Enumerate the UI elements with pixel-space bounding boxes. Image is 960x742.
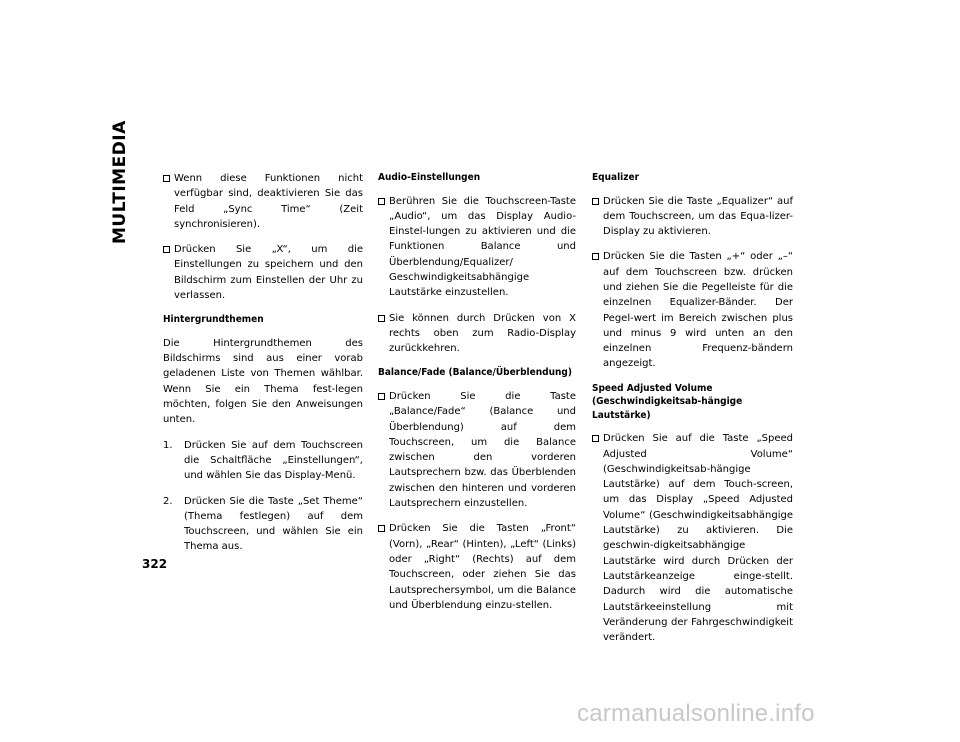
column-2 — [378, 171, 576, 623]
bullet-item — [163, 242, 363, 303]
step-number: 1. — [163, 439, 173, 451]
column-1 — [163, 171, 363, 565]
step-text: Drücken Sie die Taste „Set Theme“ (Thema festlegen) auf dem Touchscreen, und wählen Sie ein Thema aus. — [184, 495, 363, 553]
bullet-item — [378, 311, 576, 357]
checkbox-bullet-icon — [378, 393, 385, 400]
bullet-item — [163, 171, 363, 232]
checkbox-bullet-icon — [378, 315, 385, 322]
bullet-item — [592, 194, 793, 240]
bullet-item — [378, 389, 576, 511]
bullet-text: Drücken Sie „X“, um die Einstellungen zu speichern und den Bildschirm zum Einstellen der Uhr zu verlassen. — [174, 244, 363, 302]
intro-paragraph: Die Hintergrundthemen des Bildschirms sind aus einer vorab geladenen Liste von Themen wählbar. Wenn Sie ein Thema fest-legen möchten, folgen Sie den Anweisungen unten. — [163, 337, 363, 426]
checkbox-bullet-icon — [163, 246, 170, 253]
bullet-text: Berühren Sie die Touchscreen-Taste „Audio“, um das Display Audio-Einstel-lungen zu aktivieren und die Funktionen Balance und Überblendung/Equalizer/ Geschwindigkeitsabhängige Lautstärke einzustellen. — [389, 195, 576, 299]
bullet-text: Wenn diese Funktionen nicht verfügbar sind, deaktivieren Sie das Feld „Sync Time“ (Zeit synchronisieren). — [174, 173, 363, 230]
heading-speed-adjusted-volume: Speed Adjusted Volume (Geschwindigkeitsab-hängige Lautstärke) — [592, 382, 743, 421]
numbered-step — [163, 494, 363, 555]
bullet-text: Sie können durch Drücken von X rechts oben zum Radio-Display zurückkehren. — [389, 312, 576, 355]
checkbox-bullet-icon — [163, 175, 170, 182]
heading-balance-fade: Balance/Fade (Balance/Überblendung) — [378, 367, 572, 379]
bullet-text: Drücken Sie die Tasten „Front“ (Vorn), „Rear“ (Hinten), „Left“ (Links) oder „Right“ (Rechts) auf dem Touchscreen, oder ziehen Sie das Lautsprechersymbol, um die Balance und Überblendung einzu-stellen. — [389, 523, 576, 611]
bullet-text: Drücken Sie auf die Taste „Speed Adjusted Volume“ (Geschwindigkeitsab-hängige Lautstärke) auf dem Touch-screen, um das Display „Speed Adjusted Volume“ (Geschwindigkeitsabhängige Lautstärke) zu aktivieren. Die geschwin-digkeitsabhängige Lautstärke wird durch Drücken der Lautstärkeanzeige einge-stellt. Dadurch wird die automatische Lautstärkeeinstellung mit Veränderung der Fahrgeschwindigkeit verändert. — [603, 433, 793, 644]
column-3 — [592, 171, 793, 655]
bullet-text: Drücken Sie die Taste „Equalizer“ auf dem Touchscreen, um das Equa-lizer-Display zu aktivieren. — [603, 195, 793, 238]
section-side-label: MULTIMEDIA — [110, 120, 130, 244]
heading-equalizer: Equalizer — [592, 172, 640, 183]
numbered-step — [163, 438, 363, 484]
heading-audio-einstellungen: Audio-Einstellungen — [378, 172, 481, 183]
bullet-text: Drücken Sie die Taste „Balance/Fade“ (Balance und Überblendung) auf dem Touchscreen, um die Balance zwischen den vorderen Lautsprechern bzw. das Überblenden zwischen den hinteren und vorderen Lautsprechern einzustellen. — [389, 390, 576, 510]
bullet-item — [378, 194, 576, 301]
step-text: Drücken Sie auf dem Touchscreen die Schaltfläche „Einstellungen“, und wählen Sie das Display-Menü. — [184, 439, 363, 482]
step-number: 2. — [163, 495, 173, 507]
page-number: 322 — [142, 557, 168, 571]
bullet-text: Drücken Sie die Tasten „+“ oder „–“ auf dem Touchscreen bzw. drücken und ziehen Sie die Pegelleiste für die einzelnen Equalizer-Bänder. Der Pegel-wert im Bereich zwischen plus und minus 9 wird unten an den einzelnen Frequenz-bändern angezeigt. — [603, 251, 793, 370]
bullet-item — [378, 521, 576, 613]
checkbox-bullet-icon — [592, 253, 599, 260]
heading-hintergrundthemen: Hintergrundthemen — [163, 314, 264, 326]
bullet-item — [592, 431, 793, 645]
bullet-item — [592, 249, 793, 371]
watermark: carmanualsonline.info — [577, 700, 815, 727]
checkbox-bullet-icon — [592, 198, 599, 205]
checkbox-bullet-icon — [592, 435, 599, 442]
checkbox-bullet-icon — [378, 198, 385, 205]
checkbox-bullet-icon — [378, 525, 385, 532]
